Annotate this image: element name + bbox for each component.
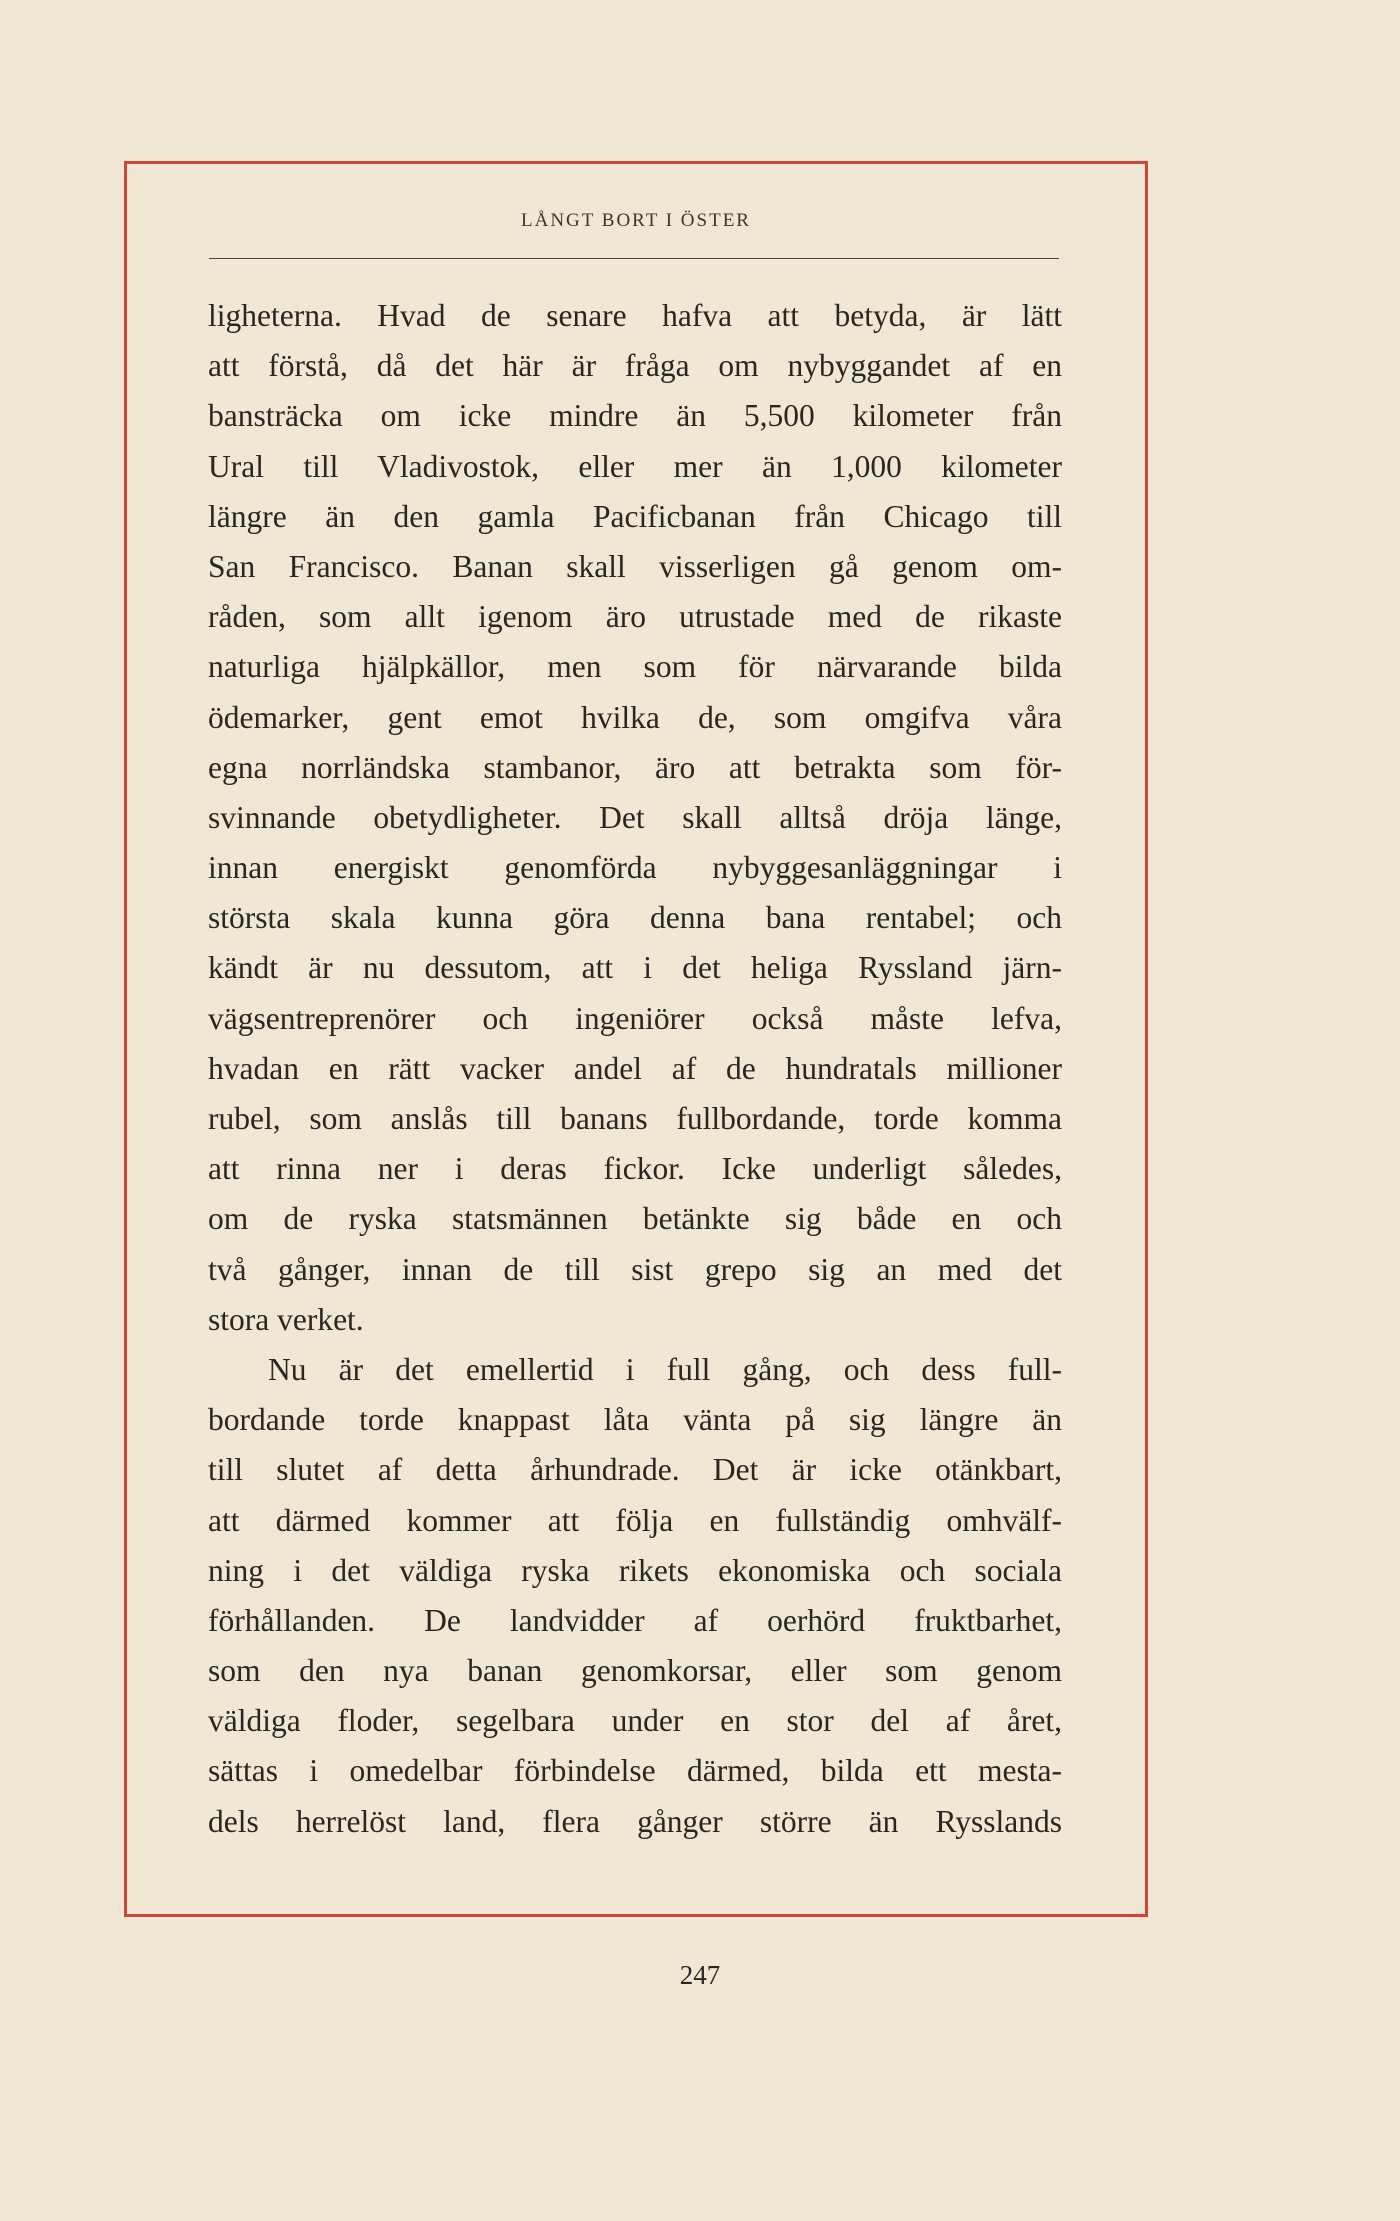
text-line: bordande torde knappast låta vänta på sig längre än	[208, 1402, 1062, 1438]
running-head: LÅNGT BORT I ÖSTER	[521, 210, 751, 231]
text-line: råden, som allt igenom äro utrustade med de rikaste	[208, 599, 1062, 635]
text-line: om de ryska statsmännen betänkte sig både en och	[208, 1201, 1062, 1237]
text-line: väldiga floder, segelbara under en stor del af året,	[208, 1703, 1062, 1739]
text-line: dels herrelöst land, flera gånger större än Rysslands	[208, 1803, 1062, 1839]
text-line: ödemarker, gent emot hvilka de, som omgifva våra	[208, 699, 1062, 735]
text-line: förhållanden. De landvidder af oerhörd fruktbarhet,	[208, 1602, 1062, 1638]
paragraph-start-line: Nu är det emellertid i full gång, och dess full-	[268, 1351, 1062, 1387]
text-line: egna norrländska stambanor, äro att betrakta som för-	[208, 749, 1062, 785]
text-line: San Francisco. Banan skall visserligen gå genom om-	[208, 548, 1062, 584]
text-line: ligheterna. Hvad de senare hafva att betyda, är lätt	[208, 298, 1062, 333]
text-line: hvadan en rätt vacker andel af de hundratals millioner	[208, 1050, 1062, 1086]
page-frame	[124, 161, 1148, 1917]
body-text	[208, 291, 1062, 1847]
text-line: ning i det väldiga ryska rikets ekonomiska och sociala	[208, 1552, 1062, 1588]
text-line: Ural till Vladivostok, eller mer än 1,000 kilometer	[208, 448, 1062, 484]
text-line: längre än den gamla Pacificbanan från Chicago till	[208, 498, 1062, 534]
text-line: att rinna ner i deras fickor. Icke underligt således,	[208, 1151, 1062, 1187]
page-number: 247	[679, 1960, 721, 1990]
text-line: vägsentreprenörer och ingeniörer också måste lefva,	[208, 1000, 1062, 1036]
text-line: svinnande obetydligheter. Det skall alltså dröja länge,	[208, 799, 1062, 835]
text-line: naturliga hjälpkällor, men som för närvarande bilda	[208, 649, 1062, 685]
text-line: innan energiskt genomförda nybyggesanläggningar i	[208, 850, 1062, 886]
paragraph-end-line: stora verket.	[208, 1301, 364, 1337]
text-line: sättas i omedelbar förbindelse därmed, bilda ett mesta-	[208, 1753, 1062, 1789]
text-line: största skala kunna göra denna bana rentabel; och	[208, 900, 1062, 936]
text-line: kändt är nu dessutom, att i det heliga Ryssland järn-	[208, 950, 1062, 986]
text-line: rubel, som anslås till banans fullbordande, torde komma	[208, 1101, 1062, 1136]
text-line: två gånger, innan de till sist grepo sig an med det	[208, 1251, 1062, 1287]
text-line: bansträcka om icke mindre än 5,500 kilometer från	[208, 398, 1062, 434]
text-line: att därmed kommer att följa en fullständig omhvälf-	[208, 1502, 1062, 1538]
text-line: att förstå, då det här är fråga om nybyggandet af en	[208, 348, 1062, 384]
text-line: som den nya banan genomkorsar, eller som genom	[208, 1653, 1062, 1689]
text-line: till slutet af detta århundrade. Det är icke otänkbart,	[208, 1452, 1062, 1488]
head-rule-divider	[209, 258, 1059, 259]
